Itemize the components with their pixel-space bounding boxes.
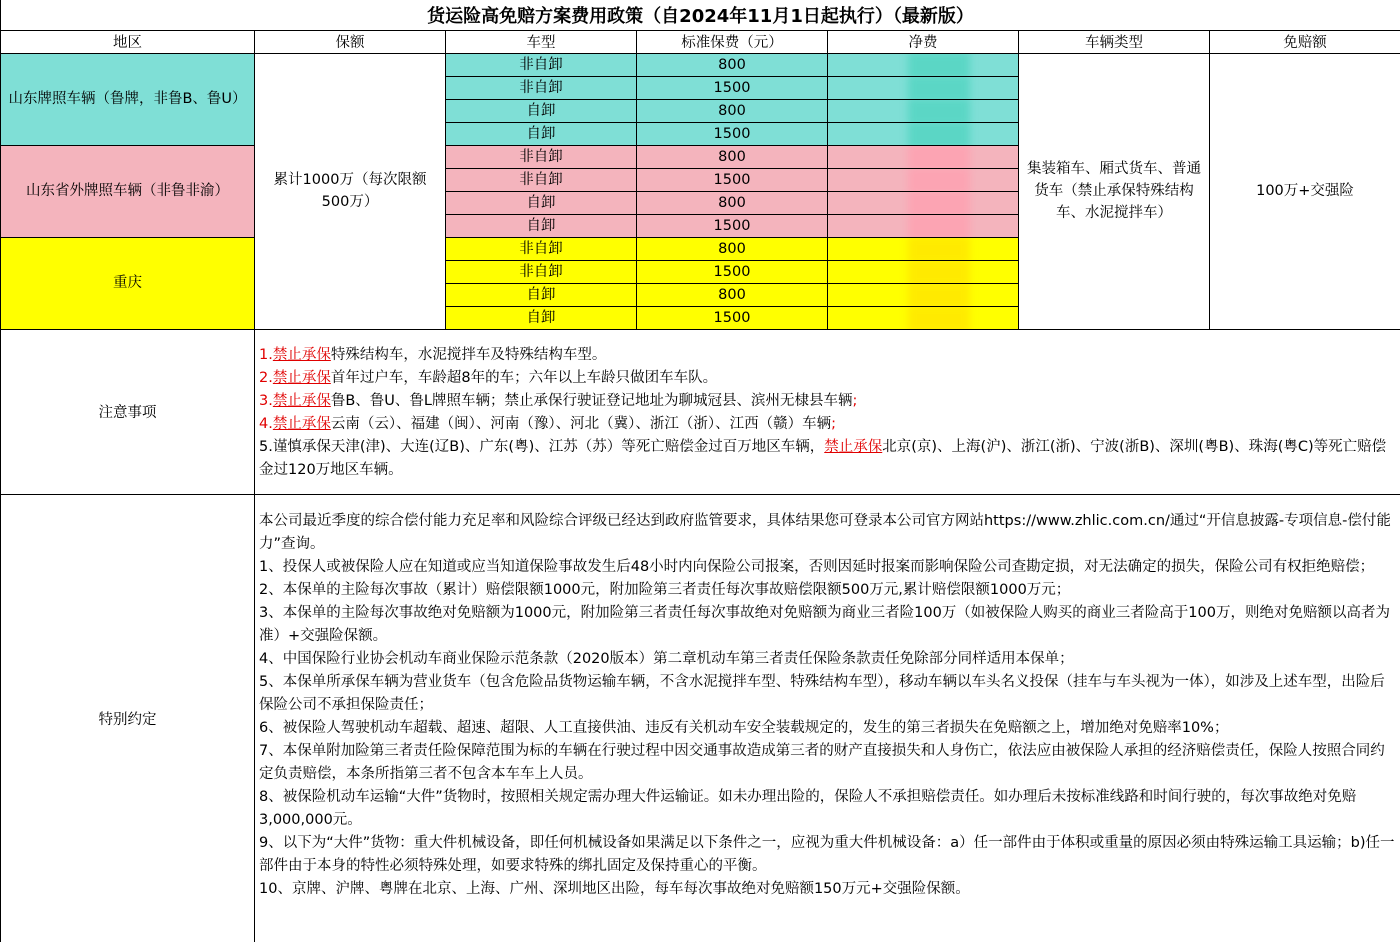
vehicle-model-cell: 非自卸 bbox=[446, 260, 637, 283]
vehicle-model-cell: 非自卸 bbox=[446, 145, 637, 168]
note-text: 首年过户车，车龄超8年的车；六年以上车龄只做团车车队。 bbox=[330, 369, 718, 386]
vehicle-model-cell: 自卸 bbox=[446, 191, 637, 214]
net-fee-cell bbox=[828, 237, 1019, 260]
special-item: 4、中国保险行业协会机动车商业保险示范条款（2020版本）第二章机动车第三者责任保险条款责任免除部分同样适用本保单； bbox=[259, 650, 1074, 667]
page-title: 货运险高免赔方案费用政策（自2024年11月1日起执行）（最新版） bbox=[1, 0, 1400, 30]
vehicle-model-cell: 非自卸 bbox=[446, 76, 637, 99]
special-item: 8、被保险机动车运输“大件”货物时，按照相关规定需办理大件运输证。如未办理出险的，保险人不承担赔偿责任。如办理后未按标准线路和时间行驶的，每次事故绝对免赔3,000,000元。 bbox=[259, 788, 1357, 828]
net-fee-cell bbox=[828, 145, 1019, 168]
special-item: 5、本保单所承保车辆为营业货车（包含危险品货物运输车辆，不含水泥搅拌车型、特殊结构车型），移动车辆以车头名义投保（挂车与车头视为一体），如涉及上述车型，出险后保险公司不承担保险责任； bbox=[259, 673, 1385, 713]
special-item: 9、以下为“大件”货物：重大件机械设备，即任何机械设备如果满足以下条件之一，应视为重大件机械设备：a）任一部件由于体积或重量的原因必须由特殊运输工具运输；b)任一部件由于本身的特性必须特殊处理，如要求特殊的绑扎固定及保持重心的平衡。 bbox=[259, 834, 1395, 874]
region-chongqing: 重庆 bbox=[1, 237, 255, 329]
header-coverage: 保额 bbox=[255, 30, 446, 53]
vehicle-model-cell: 自卸 bbox=[446, 306, 637, 329]
special-row bbox=[1, 494, 1400, 942]
redaction-blur bbox=[908, 122, 970, 145]
redaction-blur bbox=[908, 53, 970, 76]
note-prohibit-text: 禁止承保 bbox=[824, 438, 883, 455]
note-text: 鲁B、鲁U、鲁L牌照车辆；禁止承保行驶证登记地址为聊城冠县、滨州无棣县车辆 bbox=[330, 392, 853, 409]
notes-label: 注意事项 bbox=[1, 329, 255, 494]
note-prohibit-text: 禁止承保 bbox=[272, 369, 331, 386]
deductible-cell: 100万+交强险 bbox=[1210, 53, 1400, 329]
standard-fee-cell: 800 bbox=[637, 99, 828, 122]
header-row bbox=[1, 30, 1400, 53]
header-vehicle-type: 车辆类型 bbox=[1019, 30, 1210, 53]
special-item: 本公司最近季度的综合偿付能力充足率和风险综合评级已经达到政府监管要求，具体结果您可登录本公司官方网站https://www.zhlic.com.cn/通过“开信息披露-专项信息-偿付能力”查询。 bbox=[259, 512, 1391, 552]
special-item: 2、本保单的主险每次事故（累计）赔偿限额1000元，附加险第三者责任每次事故赔偿限额500万元,累计赔偿限额1000万元； bbox=[259, 581, 1071, 598]
redaction-blur bbox=[908, 260, 970, 283]
special-item: 10、京牌、沪牌、粤牌在北京、上海、广州、深圳地区出险，每车每次事故绝对免赔额150万元+交强险保额。 bbox=[259, 880, 970, 897]
note-prohibit-text: 禁止承保 bbox=[272, 346, 331, 363]
redaction-blur bbox=[908, 306, 970, 329]
redaction-blur bbox=[908, 168, 970, 191]
vehicle-model-cell: 非自卸 bbox=[446, 168, 637, 191]
note-item bbox=[259, 344, 1396, 367]
vehicle-model-cell: 自卸 bbox=[446, 99, 637, 122]
note-prohibit-text: 禁止承保 bbox=[272, 392, 331, 409]
redaction-blur bbox=[908, 283, 970, 306]
note-prohibit-text: 禁止承保 bbox=[272, 415, 331, 432]
net-fee-cell bbox=[828, 168, 1019, 191]
coverage-cell: 累计1000万（每次限额500万） bbox=[255, 53, 446, 329]
standard-fee-cell: 800 bbox=[637, 191, 828, 214]
special-item: 1、投保人或被保险人应在知道或应当知道保险事故发生后48小时内向保险公司报案，否则因延时报案而影响保险公司查勘定损，对无法确定的损失，保险公司有权拒绝赔偿； bbox=[259, 558, 1375, 575]
special-label: 特别约定 bbox=[1, 494, 255, 942]
net-fee-cell bbox=[828, 76, 1019, 99]
table-row bbox=[1, 53, 1400, 76]
vehicle-model-cell: 自卸 bbox=[446, 283, 637, 306]
vehicle-model-cell: 自卸 bbox=[446, 214, 637, 237]
net-fee-cell bbox=[828, 53, 1019, 76]
note-text: 北京(京)、上海(沪)、浙江(浙)、宁波(浙B)、深圳(粤B)、珠海(粤C)等死亡赔偿金过120万地区车辆。 bbox=[259, 438, 1387, 478]
standard-fee-cell: 1500 bbox=[637, 122, 828, 145]
note-item bbox=[259, 367, 1396, 390]
standard-fee-cell: 1500 bbox=[637, 306, 828, 329]
net-fee-cell bbox=[828, 260, 1019, 283]
redaction-blur bbox=[908, 99, 970, 122]
region-outside-shandong: 山东省外牌照车辆（非鲁非渝） bbox=[1, 145, 255, 237]
header-net-fee: 净费 bbox=[828, 30, 1019, 53]
net-fee-cell bbox=[828, 122, 1019, 145]
vehicle-model-cell: 非自卸 bbox=[446, 237, 637, 260]
net-fee-cell bbox=[828, 191, 1019, 214]
note-text: 特殊结构车，水泥搅拌车及特殊结构车型。 bbox=[330, 346, 607, 363]
note-end-mark: ; bbox=[831, 415, 836, 432]
net-fee-cell bbox=[828, 214, 1019, 237]
header-standard-fee: 标准保费（元） bbox=[637, 30, 828, 53]
standard-fee-cell: 800 bbox=[637, 53, 828, 76]
special-content bbox=[255, 494, 1400, 942]
standard-fee-cell: 1500 bbox=[637, 76, 828, 99]
standard-fee-cell: 800 bbox=[637, 237, 828, 260]
vehicle-types-cell: 集装箱车、厢式货车、普通货车（禁止承保特殊结构车、水泥搅拌车） bbox=[1019, 53, 1210, 329]
note-number: 2. bbox=[259, 369, 273, 386]
header-region: 地区 bbox=[1, 30, 255, 53]
vehicle-model-cell: 非自卸 bbox=[446, 53, 637, 76]
note-end-mark: ; bbox=[852, 392, 858, 409]
standard-fee-cell: 1500 bbox=[637, 168, 828, 191]
special-item: 6、被保险人驾驶机动车超载、超速、超限、人工直接供油、违反有关机动车安全装载规定的，发生的第三者损失在免赔额之上，增加绝对免赔率10%； bbox=[259, 719, 1229, 736]
standard-fee-cell: 800 bbox=[637, 283, 828, 306]
notes-row bbox=[1, 329, 1400, 494]
special-item: 3、本保单的主险每次事故绝对免赔额为1000元，附加险第三者责任每次事故绝对免赔额为商业三者险100万（如被保险人购买的商业三者险高于100万，则绝对免赔额以高者为准）+交强险保额。 bbox=[259, 604, 1390, 644]
note-number: 4. bbox=[259, 415, 273, 432]
redaction-blur bbox=[908, 214, 970, 237]
note-number: 3. bbox=[259, 392, 273, 409]
standard-fee-cell: 800 bbox=[637, 145, 828, 168]
net-fee-cell bbox=[828, 283, 1019, 306]
header-deductible: 免赔额 bbox=[1210, 30, 1400, 53]
special-item: 7、本保单附加险第三者责任险保障范围为标的车辆在行驶过程中因交通事故造成第三者的财产直接损失和人身伤亡，依法应由被保险人承担的经济赔偿责任，保险人按照合同约定负责赔偿，本条所指第三者不包含本车车上人员。 bbox=[259, 742, 1385, 782]
note-text: 云南（云）、福建（闽）、河南（豫）、河北（冀）、浙江（浙）、江西（赣）车辆 bbox=[330, 415, 832, 432]
vehicle-model-cell: 自卸 bbox=[446, 122, 637, 145]
note-item bbox=[259, 390, 1396, 413]
redaction-blur bbox=[908, 191, 970, 214]
note-number: 1. bbox=[259, 346, 273, 363]
header-vehicle-model: 车型 bbox=[446, 30, 637, 53]
standard-fee-cell: 1500 bbox=[637, 214, 828, 237]
redaction-blur bbox=[908, 145, 970, 168]
note-text: 5.谨慎承保天津(津)、大连(辽B)、广东(粤)、江苏（苏）等死亡赔偿金过百万地区车辆， bbox=[259, 438, 825, 455]
redaction-blur bbox=[908, 237, 970, 260]
note-item bbox=[259, 436, 1396, 482]
note-item bbox=[259, 413, 1396, 436]
net-fee-cell bbox=[828, 306, 1019, 329]
notes-content bbox=[255, 329, 1400, 494]
region-shandong: 山东牌照车辆（鲁牌，非鲁B、鲁U） bbox=[1, 53, 255, 145]
standard-fee-cell: 1500 bbox=[637, 260, 828, 283]
net-fee-cell bbox=[828, 99, 1019, 122]
redaction-blur bbox=[908, 76, 970, 99]
